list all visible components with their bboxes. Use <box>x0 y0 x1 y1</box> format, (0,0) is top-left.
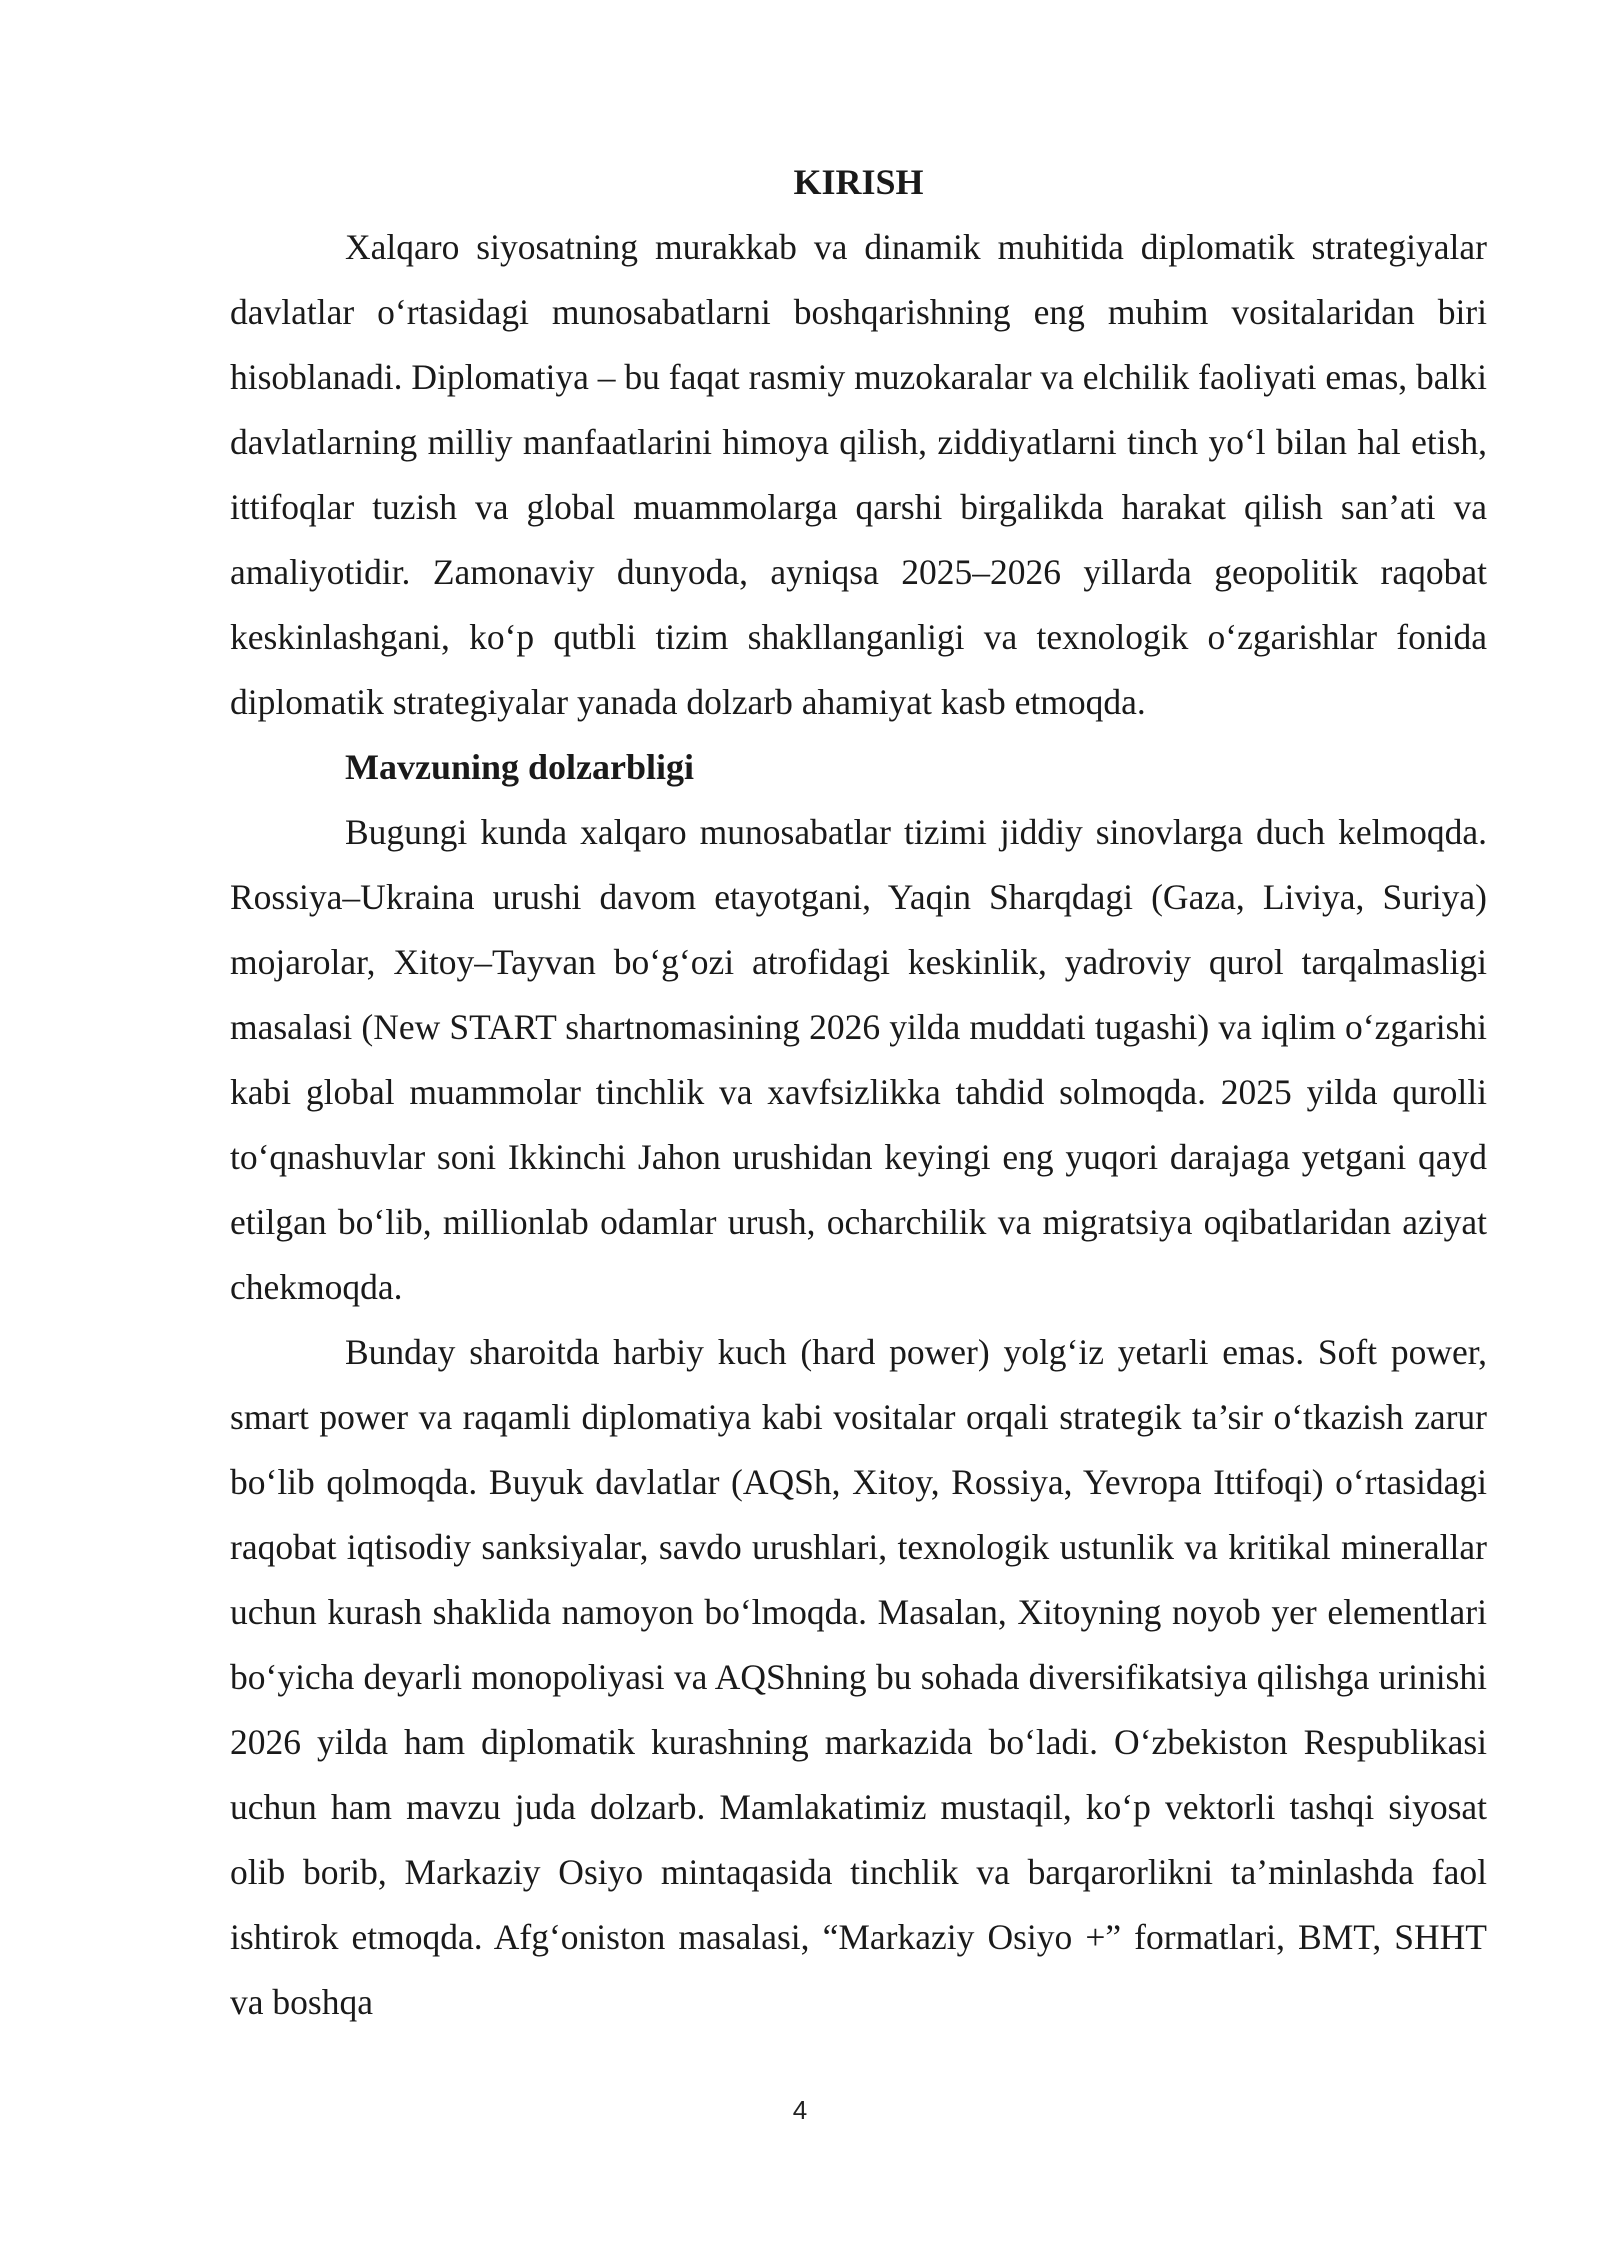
document-page <box>230 150 1487 2035</box>
body-paragraph: Bugungi kunda xalqaro munosabatlar tizimi jiddiy sinovlarga duch kelmoqda. Rossiya–Ukraina urushi davom etayotgani, Yaqin Sharqdagi (Gaza, Liviya, Suriya) mojarolar, Xitoy–Tayvan bo‘g‘ozi atrofidagi keskinlik, yadroviy qurol tarqalmasligi masalasi (New START shartnomasining 2026 yilda muddati tugashi) va iqlim o‘zgarishi kabi global muammolar tinchlik va xavfsizlikka tahdid solmoqda. 2025 yilda qurolli to‘qnashuvlar soni Ikkinchi Jahon urushidan keyingi eng yuqori darajaga yetgani qayd etilgan bo‘lib, millionlab odamlar urush, ocharchilik va migratsiya oqibatlaridan aziyat chekmoqda. <box>230 812 1487 1307</box>
body-paragraph: Bunday sharoitda harbiy kuch (hard power) yolg‘iz yetarli emas. Soft power, smart power va raqamli diplomatiya kabi vositalar orqali strategik ta’sir o‘tkazish zarur bo‘lib qolmoqda. Buyuk davlatlar (AQSh, Xitoy, Rossiya, Yevropa Ittifoqi) o‘rtasidagi raqobat iqtisodiy sanksiyalar, savdo urushlari, texnologik ustunlik va kritikal minerallar uchun kurash shaklida namoyon bo‘lmoqda. Masalan, Xitoyning noyob yer elementlari bo‘yicha deyarli monopoliyasi va AQShning bu sohada diversifikatsiya qilishga urinishi 2026 yilda ham diplomatik kurashning markazida bo‘ladi. O‘zbekiston Respublikasi uchun ham mavzu juda dolzarb. Mamlakatimiz mustaqil, ko‘p vektorli tashqi siyosat olib borib, Markaziy Osiyo mintaqasida tinchlik va barqarorlikni ta’minlashda faol ishtirok etmoqda. Afg‘oniston masalasi, “Markaziy Osiyo +” formatlari, BMT, SHHT va boshqa <box>230 1332 1487 2022</box>
document-title: KIRISH <box>793 162 924 202</box>
intro-paragraph: Xalqaro siyosatning murakkab va dinamik muhitida diplomatik strategiyalar davlatlar o‘rtasidagi munosabatlarni boshqarishning eng muhim vositalaridan biri hisoblanadi. Diplomatiya – bu faqat rasmiy muzokaralar va elchilik faoliyati emas, balki davlatlarning milliy manfaatlarini himoya qilish, ziddiyatlarni tinch yo‘l bilan hal etish, ittifoqlar tuzish va global muammolarga qarshi birgalikda harakat qilish san’ati va amaliyotidir. Zamonaviy dunyoda, ayniqsa 2025–2026 yillarda geopolitik raqobat keskinlashgani, ko‘p qutbli tizim shakllanganligi va texnologik o‘zgarishlar fonida diplomatik strategiyalar yanada dolzarb ahamiyat kasb etmoqda. <box>230 227 1487 722</box>
section-heading: Mavzuning dolzarbligi <box>345 747 695 787</box>
page-number: 4 <box>792 2095 808 2125</box>
